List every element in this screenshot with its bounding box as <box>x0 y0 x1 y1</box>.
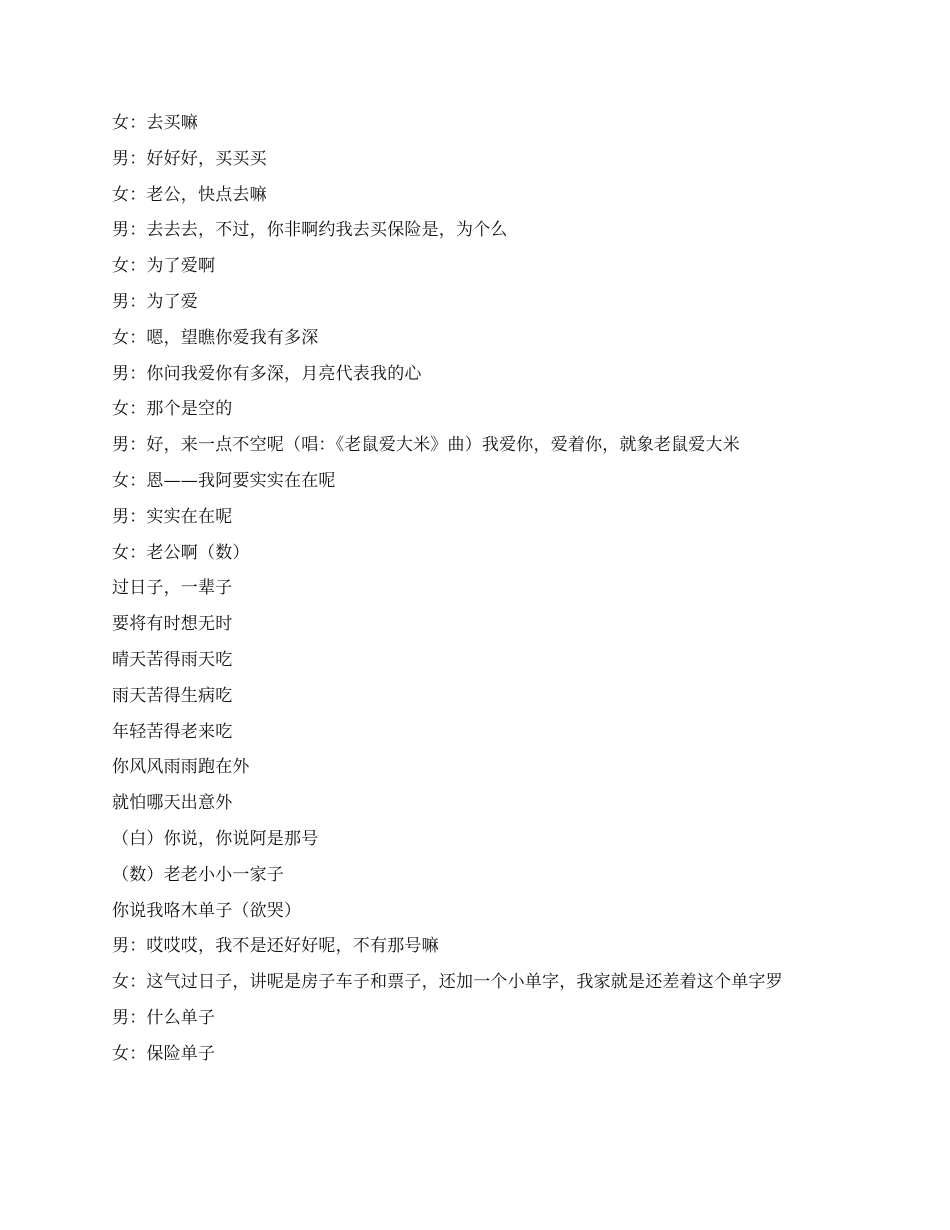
dialogue-line: 女：这气过日子，讲呢是房子车子和票子，还加一个小单字，我家就是还差着这个单字罗 <box>112 972 783 993</box>
dialogue-line: 男：实实在在呢 <box>112 506 233 527</box>
dialogue-lines <box>112 110 912 1077</box>
dialogue-line: 女：恩——我阿要实实在在呢 <box>112 470 336 491</box>
dialogue-line: 男：好好好，买买买 <box>112 148 267 169</box>
dialogue-line: 男：为了爱 <box>112 291 198 312</box>
verse-line: 就怕哪天出意外 <box>112 793 233 814</box>
verse-line: （白）你说，你说阿是那号 <box>112 828 319 849</box>
verse-line: 过日子，一辈子 <box>112 578 233 599</box>
verse-line: 你说我咯木单子（欲哭） <box>112 900 302 921</box>
verse-line: 要将有时想无时 <box>112 614 233 635</box>
dialogue-line: 男：你问我爱你有多深，月亮代表我的心 <box>112 363 422 384</box>
dialogue-line: 男：什么单子 <box>112 1007 216 1028</box>
dialogue-line: 女：嗯，望瞧你爱我有多深 <box>112 327 319 348</box>
verse-line: 雨天苦得生病吃 <box>112 685 233 706</box>
verse-line: 晴天苦得雨天吃 <box>112 649 233 670</box>
dialogue-line: 女：老公，快点去嘛 <box>112 184 267 205</box>
dialogue-line: 男：哎哎哎，我不是还好好呢，不有那号嘛 <box>112 936 439 957</box>
verse-line: （数）老老小小一家子 <box>112 864 284 885</box>
dialogue-line: 男：去去去，不过，你非啊约我去买保险是，为个么 <box>112 220 508 241</box>
dialogue-line: 女：那个是空的 <box>112 399 233 420</box>
verse-line: 年轻苦得老来吃 <box>112 721 233 742</box>
dialogue-line: 女：老公啊（数） <box>112 542 250 563</box>
dialogue-line: 女：为了爱啊 <box>112 256 216 277</box>
dialogue-line: 女：去买嘛 <box>112 113 198 133</box>
verse-line: 你风风雨雨跑在外 <box>112 757 250 778</box>
dialogue-line: 男：好，来一点不空呢（唱：《老鼠爱大米》曲）我爱你，爱着你，就象老鼠爱大米 <box>112 435 740 456</box>
dialogue-line: 女：保险单子 <box>112 1043 216 1064</box>
